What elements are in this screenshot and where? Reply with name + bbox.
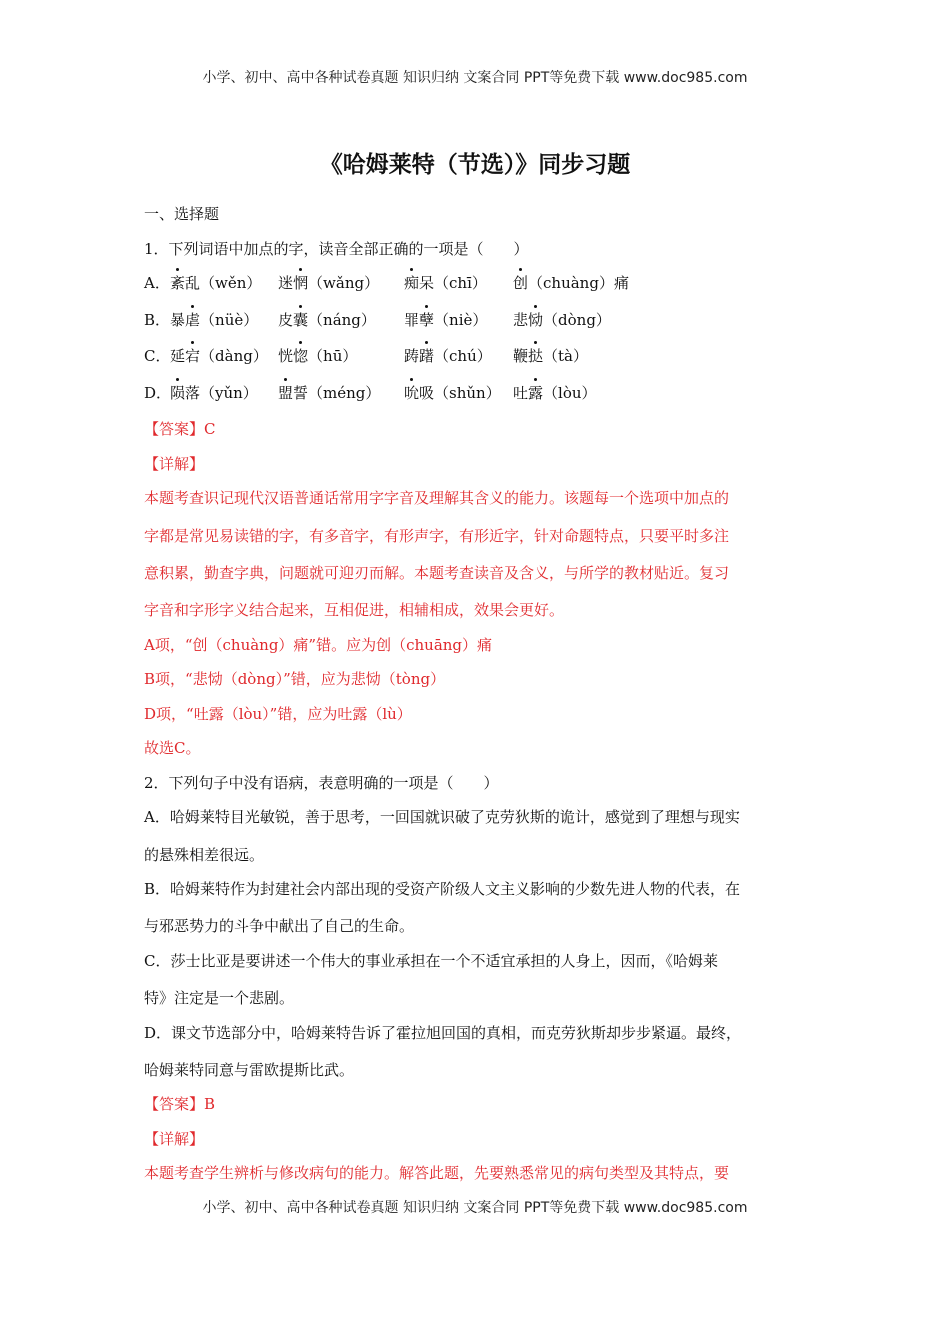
- option-word: [513, 309, 611, 330]
- dotted-char: 孽: [419, 311, 435, 329]
- option-word: [170, 309, 258, 330]
- option-word: [404, 309, 487, 330]
- option-word: [170, 272, 261, 293]
- word-text: 吐: [513, 384, 529, 402]
- word-text: （nüè）: [200, 311, 259, 329]
- option-word: [404, 272, 487, 293]
- option-word: [170, 345, 268, 366]
- q2-detail-label: 【详解】: [144, 1130, 205, 1148]
- option-word: [513, 272, 629, 293]
- word-text: 鞭: [513, 347, 529, 365]
- q1-explanation-line: 字都是常见易读错的字，有多音字，有形声字，有形近字，针对命题特点，只要平时多注: [144, 527, 730, 545]
- word-text: 暴: [170, 311, 186, 329]
- dotted-char: 陨: [170, 384, 186, 402]
- q1-explanation-line: 故选C。: [144, 739, 201, 757]
- q1-stem: 1．下列词语中加点的字，读音全部正确的一项是（ ）: [144, 240, 529, 258]
- dotted-char: 囊: [293, 311, 309, 329]
- option-word: [278, 345, 357, 366]
- option-label: A．: [144, 274, 170, 292]
- q1-explanation-line: B项，“悲恸（dòng）”错，应为悲恸（tòng）: [144, 670, 446, 688]
- dotted-char: 盟: [278, 384, 294, 402]
- option-word: [278, 272, 379, 293]
- q2-line: B．哈姆莱特作为封建社会内部出现的受资产阶级人文主义影响的少数先进人物的代表，在: [144, 880, 741, 898]
- option-label: C．: [144, 347, 171, 365]
- q2-line: A．哈姆莱特目光敏锐，善于思考，一回国就识破了克劳狄斯的诡计，感觉到了理想与现实: [144, 808, 740, 826]
- word-text: （niè）: [434, 311, 488, 329]
- word-text: 延: [170, 347, 186, 365]
- word-text: 恍: [278, 347, 294, 365]
- section-heading: 一、选择题: [144, 205, 220, 223]
- word-text: （lòu）: [543, 384, 597, 402]
- q1-detail-label: 【详解】: [144, 455, 205, 473]
- word-text: 吸（shǔn）: [419, 384, 501, 402]
- word-text: 皮: [278, 311, 294, 329]
- dotted-char: 惚: [293, 347, 309, 365]
- word-text: （hū）: [308, 347, 358, 365]
- option-word: [170, 382, 258, 403]
- q2-answer: 【答案】B: [144, 1095, 216, 1113]
- q1-explanation-line: 字音和字形字义结合起来，互相促进，相辅相成，效果会更好。: [144, 601, 565, 619]
- dotted-char: 宕: [185, 347, 201, 365]
- dotted-char: 痴: [404, 274, 420, 292]
- option-word: [278, 309, 376, 330]
- word-text: 迷: [278, 274, 294, 292]
- q2-line: 哈姆莱特同意与雷欧提斯比武。: [144, 1061, 355, 1079]
- dotted-char: 惘: [293, 274, 309, 292]
- q2-line: 2．下列句子中没有语病，表意明确的一项是（ ）: [144, 774, 499, 792]
- q1-option-B: [144, 309, 611, 330]
- page-header: 小学、初中、高中各种试卷真题 知识归纳 文案合同 PPT等免费下载 www.doc985.com: [202, 70, 748, 86]
- q2-line: 与邪恶势力的斗争中献出了自己的生命。: [144, 917, 415, 935]
- dotted-char: 挞: [528, 347, 544, 365]
- word-text: （tà）: [543, 347, 589, 365]
- q2-line: 的悬殊相差很远。: [144, 846, 265, 864]
- word-text: 落（yǔn）: [185, 384, 258, 402]
- dotted-char: 恸: [528, 311, 544, 329]
- page-title: 《哈姆莱特（节选）》同步习题: [319, 151, 631, 178]
- dotted-char: 躇: [419, 347, 435, 365]
- q2-line: C．莎士比亚是要讲述一个伟大的事业承担在一个不适宜承担的人身上，因而，《哈姆莱: [144, 952, 718, 970]
- q1-explanation-line: A项，“创（chuàng）痛”错。应为创（chuāng）痛: [144, 636, 493, 654]
- word-text: （náng）: [308, 311, 376, 329]
- q1-explanation-line: D项，“吐露（lòu）”错，应为吐露（lù）: [144, 705, 412, 723]
- option-word: [404, 345, 492, 366]
- q1-answer: 【答案】C: [144, 420, 216, 438]
- word-text: （chú）: [434, 347, 492, 365]
- q2-explanation-line: 本题考查学生辨析与修改病句的能力。解答此题，先要熟悉常见的病句类型及其特点，要: [144, 1164, 730, 1182]
- dotted-char: 露: [528, 384, 544, 402]
- q1-explanation-line: 本题考查识记现代汉语普通话常用字字音及理解其含义的能力。该题每一个选项中加点的: [144, 489, 730, 507]
- word-text: 乱（wěn）: [185, 274, 262, 292]
- option-word: [278, 382, 380, 403]
- word-text: （dàng）: [200, 347, 268, 365]
- word-text: 誓（méng）: [293, 384, 381, 402]
- q1-option-C: [144, 345, 589, 366]
- q2-line: 特》注定是一个悲剧。: [144, 989, 295, 1007]
- option-label: D．: [144, 384, 172, 402]
- q1-option-A: [144, 272, 629, 293]
- q1-option-D: [144, 382, 597, 403]
- dotted-char: 创: [513, 274, 529, 292]
- q2-line: D．课文节选部分中，哈姆莱特告诉了霍拉旭回国的真相，而克劳狄斯却步步紧逼。最终，: [144, 1024, 742, 1042]
- dotted-char: 吮: [404, 384, 420, 402]
- dotted-char: 虐: [185, 311, 201, 329]
- option-word: [513, 382, 597, 403]
- q1-explanation-line: 意积累，勤查字典，问题就可迎刃而解。本题考查读音及含义，与所学的教材贴近。复习: [144, 564, 730, 582]
- option-word: [513, 345, 588, 366]
- word-text: 悲: [513, 311, 529, 329]
- word-text: （wǎng）: [308, 274, 380, 292]
- word-text: （chuàng）痛: [528, 274, 629, 292]
- option-word: [404, 382, 501, 403]
- word-text: 罪: [404, 311, 420, 329]
- page-footer: 小学、初中、高中各种试卷真题 知识归纳 文案合同 PPT等免费下载 www.doc985.com: [202, 1200, 748, 1216]
- word-text: （dòng）: [543, 311, 611, 329]
- word-text: 呆（chī）: [419, 274, 487, 292]
- word-text: 踌: [404, 347, 420, 365]
- dotted-char: 紊: [170, 274, 186, 292]
- option-label: B．: [144, 311, 171, 329]
